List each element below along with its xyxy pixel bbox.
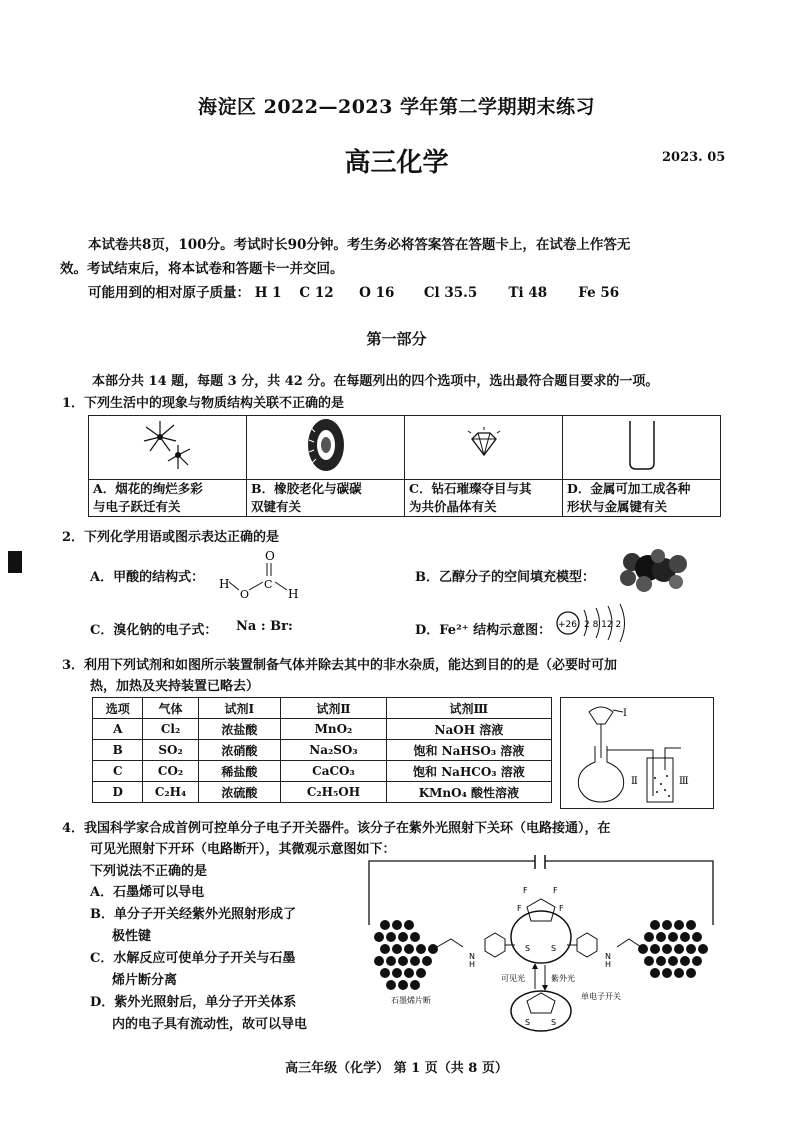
q4-option-b2: 极性键 <box>112 929 152 944</box>
q2-option-c: C．溴化钠的电子式： <box>90 623 218 638</box>
table-row: A Cl₂ 浓盐酸 MnO₂ NaOH 溶液 <box>93 719 552 740</box>
q1-option-b: B．橡胶老化与碳碳 双键有关 <box>247 480 405 517</box>
q4-stem-line2: 可见光照射下开环（电路断开），其微观示意图如下： <box>90 842 396 857</box>
q2-option-b: B．乙醇分子的空间填充模型： <box>415 570 595 585</box>
svg-text:N: N <box>605 952 611 961</box>
graphene-right <box>638 920 708 978</box>
instructions-line2: 效。考试结束后，将本试卷和答题卡一并交回。 <box>60 261 344 277</box>
exam-title: 海淀区 2022—2023 学年第二学期期末练习 <box>198 96 595 118</box>
br-label: Br <box>270 619 289 634</box>
col-reagent-3: 试剂Ⅲ <box>386 698 551 719</box>
ethanol-model-image <box>618 546 690 594</box>
svg-text:S: S <box>551 944 557 953</box>
svg-text:H: H <box>469 960 476 969</box>
side-marker <box>8 551 22 573</box>
q1-table <box>88 415 721 517</box>
q4-stem-line3: 下列说法不正确的是 <box>90 864 208 879</box>
label-reagent-3: Ⅲ <box>679 776 689 787</box>
mass-c: C 12 <box>299 285 334 301</box>
svg-text:O: O <box>240 588 250 600</box>
atomic-masses <box>88 282 619 304</box>
col-reagent-2: 试剂Ⅱ <box>281 698 387 719</box>
q2-option-a: A．甲酸的结构式： <box>90 570 205 585</box>
na-label: Na <box>236 619 257 634</box>
table-row: B SO₂ 浓硝酸 Na₂SO₃ 饱和 NaHSO₃ 溶液 <box>93 740 552 761</box>
section-intro: 本部分共 14 题，每题 3 分，共 42 分。在每题列出的四个选项中，选出最符合题目要求的一项。 <box>92 374 659 389</box>
svg-text:H: H <box>219 577 230 591</box>
mass-cl: Cl 35.5 <box>423 285 478 301</box>
q2-stem: 2．下列化学用语或图示表达正确的是 <box>62 530 280 545</box>
mass-h: H 1 <box>254 285 282 301</box>
q4-option-d2: 内的电子具有流动性，故可以导电 <box>112 1017 308 1032</box>
q3-stem-line1: 3．利用下列试剂和如图所示装置制备气体并除去其中的非水杂质，能达到目的的是（必要时可加 <box>62 658 618 673</box>
svg-text:F: F <box>523 886 528 895</box>
col-option: 选项 <box>93 698 143 719</box>
visible-light-label: 可见光 <box>501 974 525 983</box>
table-row: D C₂H₄ 浓硫酸 C₂H₅OH KMnO₄ 酸性溶液 <box>93 782 552 803</box>
atomic-masses-label: 可能用到的相对原子质量： <box>88 285 250 301</box>
q2-option-d: D．Fe²⁺ 结构示意图： <box>415 623 552 638</box>
mass-o: O 16 <box>359 285 395 301</box>
q4-option-b1: B．单分子开关经紫外光照射形成了 <box>90 907 296 922</box>
switch-label: 单电子开关 <box>581 992 621 1001</box>
instructions-line1: 本试卷共8页，100分。考试时长90分钟。考生务必将答案答在答题卡上，在试卷上作答无 <box>88 237 631 253</box>
apparatus-diagram <box>560 697 714 809</box>
q1-option-a: A．烟花的绚烂多彩 与电子跃迁有关 <box>89 480 247 517</box>
q3-table <box>92 697 552 803</box>
col-reagent-1: 试剂Ⅰ <box>198 698 281 719</box>
molecular-switch-diagram <box>355 855 730 1035</box>
q4-option-c1: C．水解反应可使单分子开关与石墨 <box>90 951 296 966</box>
formic-acid-structure <box>215 548 305 600</box>
table-row: C CO₂ 稀盐酸 CaCO₃ 饱和 NaHCO₃ 溶液 <box>93 761 552 782</box>
q1-option-d: D．金属可加工成各种 形状与金属键有关 <box>563 480 721 517</box>
section-heading: 第一部分 <box>366 330 427 348</box>
svg-text:H: H <box>605 960 612 969</box>
svg-text:N: N <box>469 952 475 961</box>
label-reagent-1: Ⅰ <box>623 708 627 719</box>
q3-header-row <box>93 698 552 719</box>
fe-ion-structure-diagram <box>554 604 634 642</box>
uv-light-label: 紫外光 <box>551 974 575 983</box>
svg-text:F: F <box>553 886 558 895</box>
q4-option-d1: D．紫外光照射后，单分子开关体系 <box>90 995 297 1010</box>
q3-stem-line2: 热，加热及夹持装置已略去） <box>90 679 260 694</box>
page-footer: 高三年级（化学） 第 1 页（共 8 页） <box>285 1061 508 1076</box>
svg-text:S: S <box>551 1018 557 1027</box>
svg-text:C: C <box>264 578 273 591</box>
q4-stem-line1: 4．我国科学家合成首例可控单分子电子开关器件。该分子在紫外光照射下关环（电路接通），在 <box>62 821 611 836</box>
q1-stem: 1．下列生活中的现象与物质结构关联不正确的是 <box>62 396 345 411</box>
svg-text:S: S <box>525 944 531 953</box>
svg-text:F: F <box>517 904 522 913</box>
graphene-left <box>374 920 438 990</box>
q4-option-c2: 烯片断分离 <box>112 973 178 988</box>
q1-option-c: C．钻石璀璨夺目与其 为共价晶体有关 <box>405 480 563 517</box>
q4-option-a: A．石墨烯可以导电 <box>90 885 205 900</box>
col-gas: 气体 <box>143 698 198 719</box>
graphene-label: 石墨烯片断 <box>391 996 431 1005</box>
tire-image <box>247 416 405 480</box>
exam-subject: 高三化学 <box>344 148 449 178</box>
formic-o-top: O <box>265 549 275 563</box>
fireworks-image <box>89 416 247 480</box>
svg-text:H: H <box>288 587 299 600</box>
svg-text:S: S <box>525 1018 531 1027</box>
sodium-bromide-formula: Na : Br: <box>236 619 293 634</box>
nucleus-charge: +26 <box>558 620 577 630</box>
exam-date: 2023. 05 <box>662 150 726 165</box>
svg-text:F: F <box>559 904 564 913</box>
mass-ti: Ti 48 <box>508 285 548 301</box>
electron-shells: 2 8 12 2 <box>584 620 622 630</box>
metal-cup-image <box>563 416 721 480</box>
label-reagent-2: Ⅱ <box>631 776 638 787</box>
diamond-image <box>405 416 563 480</box>
mass-fe: Fe 56 <box>578 285 620 301</box>
